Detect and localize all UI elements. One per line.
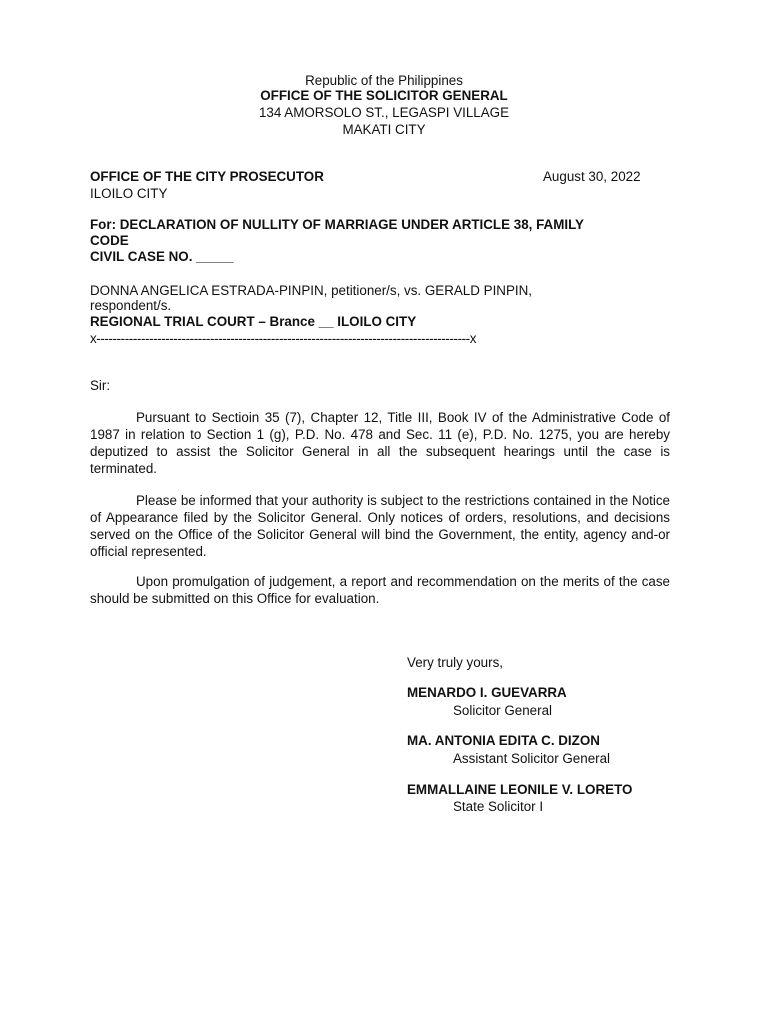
parties-respondent: respondent/s. xyxy=(90,298,172,313)
paragraph-deputization xyxy=(90,409,670,477)
paragraph-authority-text: Please be informed that your authority is subject to the restrictions contained in the Notice of Appearance filed by the Solicitor General. Only notices of orders, resolutions, and decisions served on the Office of the Solicitor General will bind the Government, the entity, agency and-or official represented. xyxy=(90,493,670,559)
signatory-title: Assistant Solicitor General xyxy=(453,751,611,766)
parties-line: DONNA ANGELICA ESTRADA-PINPIN, petitioner/s, vs. GERALD PINPIN, xyxy=(90,283,533,298)
header-address: 134 AMORSOLO ST., LEGASPI VILLAGE xyxy=(258,105,510,120)
paragraph-report xyxy=(90,573,670,607)
signatory-title: Solicitor General xyxy=(453,703,552,718)
signatory-title: State Solicitor I xyxy=(453,799,544,814)
separator-line: x--------------------------------------------------------------------------------------------x xyxy=(90,331,477,346)
salutation: Sir: xyxy=(90,378,111,393)
subject-line-continued: CODE xyxy=(90,233,129,248)
addressee-city: ILOILO CITY xyxy=(90,186,168,201)
header-city: MAKATI CITY xyxy=(342,122,426,137)
header-republic: Republic of the Philippines xyxy=(305,73,463,88)
addressee-office: OFFICE OF THE CITY PROSECUTOR xyxy=(90,169,324,184)
paragraph-authority xyxy=(90,492,670,560)
paragraph-deputization-text: Pursuant to Sectioin 35 (7), Chapter 12, Title III, Book IV of the Administrative Code of 1987 in relation to Section 1 (g), P.D. No. 478 and Sec. 11 (e), P.D. No. 1275, you are hereby deputized to assist the Solicitor General in all the subsequent hearings until the case is terminated. xyxy=(90,410,670,476)
letter-date: August 30, 2022 xyxy=(543,169,641,184)
signatory-name: EMMALLAINE LEONILE V. LORETO xyxy=(407,782,633,797)
signatory-name: MA. ANTONIA EDITA C. DIZON xyxy=(407,733,600,748)
civil-case-number: CIVIL CASE NO. _____ xyxy=(90,249,234,264)
complimentary-close: Very truly yours, xyxy=(407,655,503,670)
court-line: REGIONAL TRIAL COURT – Brance __ ILOILO CITY xyxy=(90,314,417,329)
signatory-name: MENARDO I. GUEVARRA xyxy=(407,685,567,700)
header-office: OFFICE OF THE SOLICITOR GENERAL xyxy=(260,88,508,103)
subject-line: For: DECLARATION OF NULLITY OF MARRIAGE UNDER ARTICLE 38, FAMILY xyxy=(90,217,584,232)
paragraph-report-text: Upon promulgation of judgement, a report and recommendation on the merits of the case should be submitted on this Office for evaluation. xyxy=(90,574,670,606)
